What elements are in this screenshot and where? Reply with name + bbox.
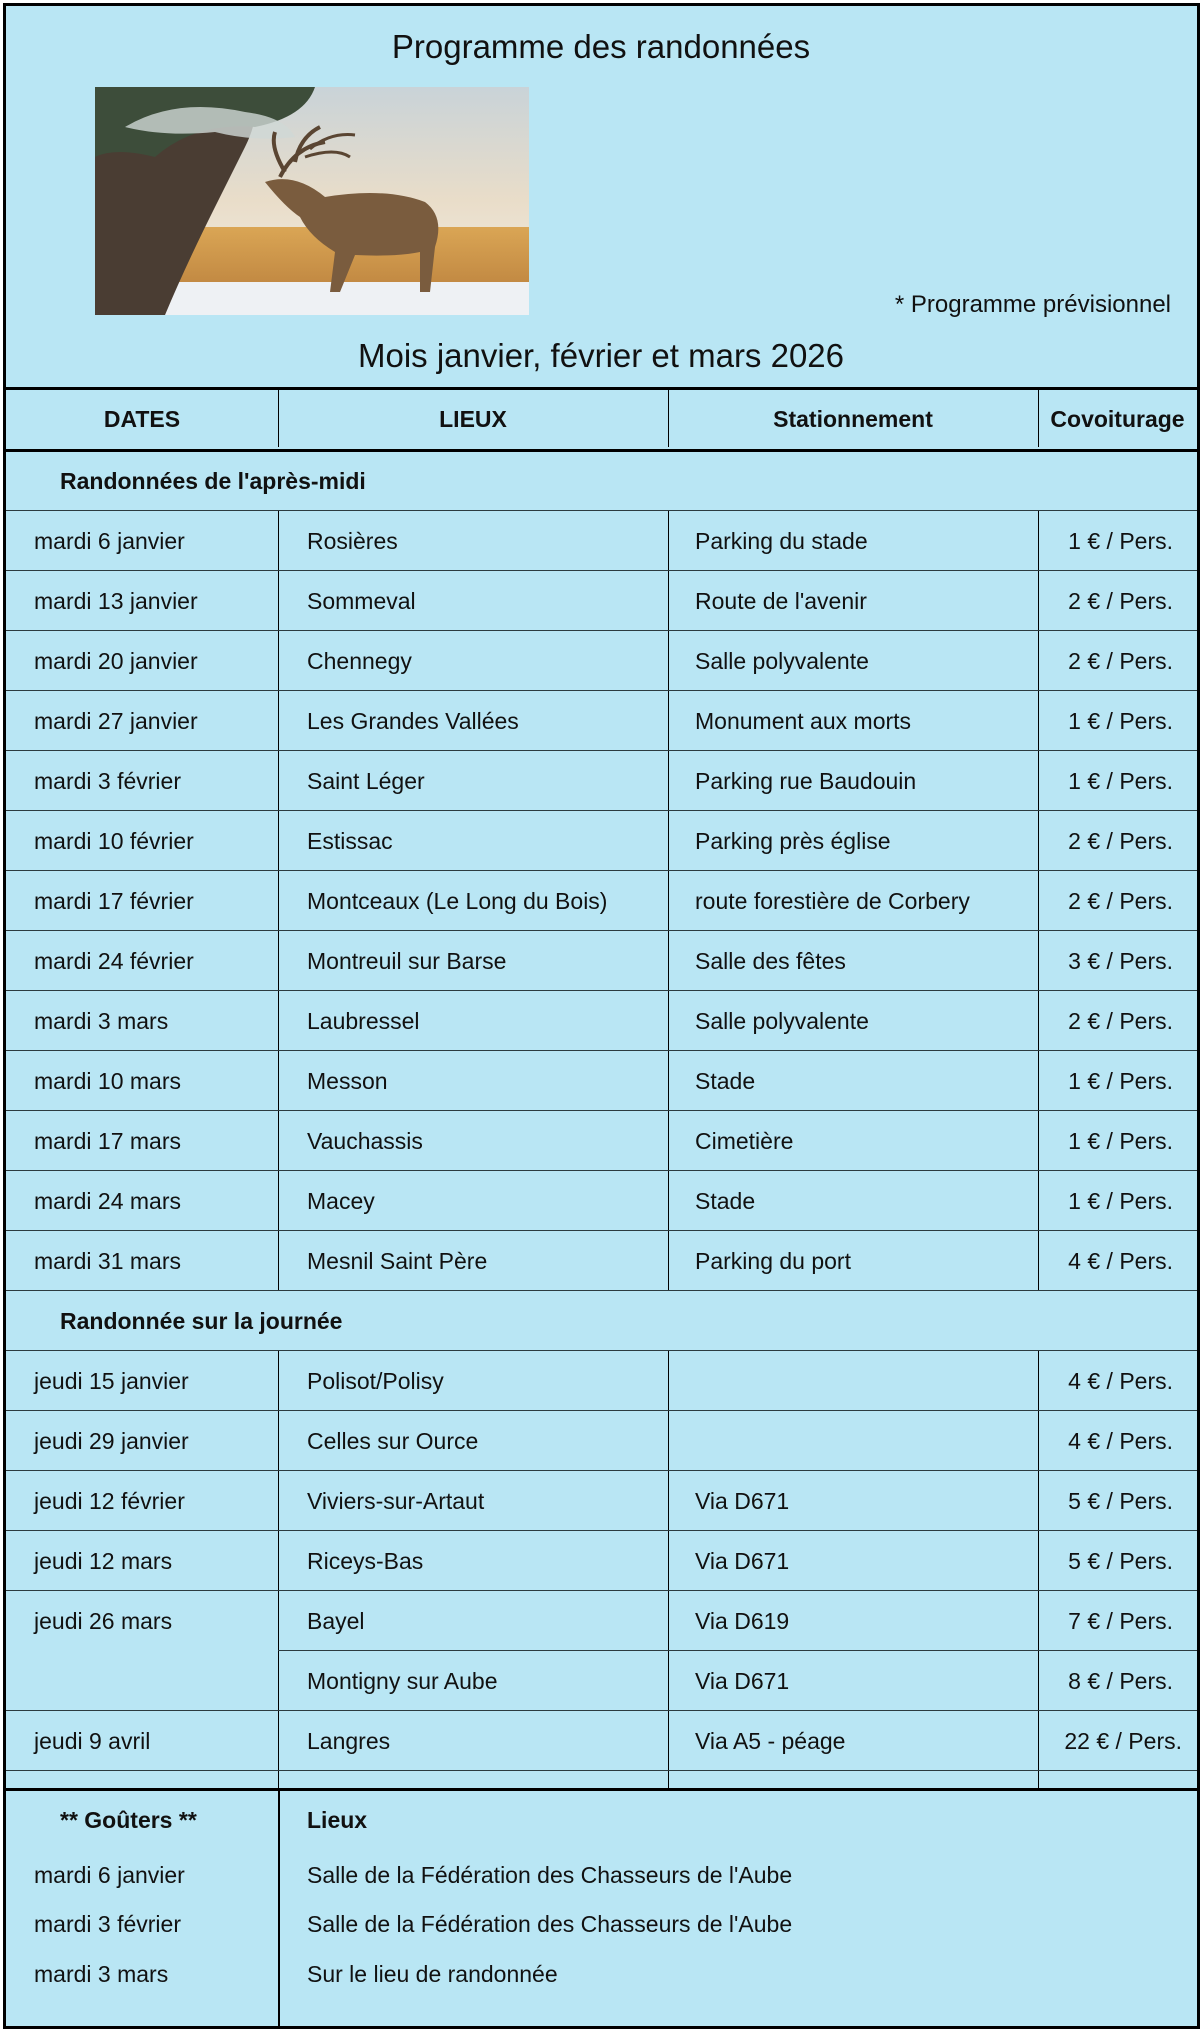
row-covoiturage: 1 € / Pers. <box>1068 708 1173 734</box>
row-covoiturage: 1 € / Pers. <box>1068 1128 1173 1154</box>
row-stationnement: Monument aux morts <box>695 708 912 734</box>
table-row <box>6 931 1197 991</box>
row-date: mardi 31 mars <box>34 1248 181 1274</box>
row-lieu: Messon <box>307 1068 388 1094</box>
gouters-section <box>6 1788 1197 2029</box>
row-covoiturage: 2 € / Pers. <box>1068 588 1173 614</box>
row-lieu: Langres <box>307 1728 391 1754</box>
table-row <box>6 1531 1197 1591</box>
row-date: mardi 3 février <box>34 768 181 794</box>
row-lieu: Montreuil sur Barse <box>307 948 507 974</box>
table-row <box>6 871 1197 931</box>
table-row <box>6 1111 1197 1171</box>
row-stationnement: Via D671 <box>695 1488 790 1514</box>
row-lieu: Estissac <box>307 828 393 854</box>
row-stationnement: Parking rue Baudouin <box>695 768 917 794</box>
row-lieu: Sommeval <box>307 588 416 614</box>
row-stationnement: Parking près église <box>695 828 891 854</box>
row-stationnement: Stade <box>695 1188 756 1214</box>
gouter-date: mardi 3 mars <box>34 1961 169 1987</box>
column-header-covoiturage: Covoiturage <box>1050 406 1185 432</box>
table-row <box>6 1711 1197 1771</box>
provisional-note: * Programme prévisionnel <box>894 291 1171 318</box>
row-date: jeudi 9 avril <box>34 1728 151 1754</box>
table-row <box>6 751 1197 811</box>
row-covoiturage: 7 € / Pers. <box>1068 1608 1173 1634</box>
gouter-date: mardi 3 février <box>34 1911 181 1937</box>
row-lieu: Laubressel <box>307 1008 420 1034</box>
row-date: jeudi 12 mars <box>34 1548 173 1574</box>
row-date: mardi 10 mars <box>34 1068 181 1094</box>
row-lieu: Macey <box>307 1188 375 1214</box>
row-covoiturage: 8 € / Pers. <box>1068 1668 1173 1694</box>
row-lieu: Rosières <box>307 528 398 554</box>
row-lieu: Polisot/Polisy <box>307 1368 444 1394</box>
row-stationnement: Via A5 - péage <box>695 1728 846 1754</box>
row-date: jeudi 26 mars <box>34 1608 173 1634</box>
row-stationnement: Cimetière <box>695 1128 794 1154</box>
grid-line <box>668 387 669 447</box>
table-row <box>6 1051 1197 1111</box>
gouters-heading: ** Goûters ** <box>60 1807 197 1833</box>
row-stationnement: Salle polyvalente <box>695 648 869 674</box>
column-header-dates: DATES <box>103 406 181 432</box>
row-stationnement: Salle des fêtes <box>695 948 846 974</box>
table-row <box>6 631 1197 691</box>
row-stationnement: Salle polyvalente <box>695 1008 869 1034</box>
row-stationnement: route forestière de Corbery <box>695 888 970 914</box>
row-lieu: Bayel <box>307 1608 365 1634</box>
page-title: Programme des randonnées <box>391 28 811 65</box>
row-covoiturage: 22 € / Pers. <box>1064 1728 1182 1754</box>
row-lieu: Vauchassis <box>307 1128 423 1154</box>
row-covoiturage: 1 € / Pers. <box>1068 1068 1173 1094</box>
gouters-lieux-heading: Lieux <box>307 1807 368 1833</box>
row-date: mardi 27 janvier <box>34 708 198 734</box>
row-covoiturage: 2 € / Pers. <box>1068 1008 1173 1034</box>
table-row <box>6 511 1197 571</box>
table-row <box>6 571 1197 631</box>
table-row <box>6 1651 1197 1711</box>
column-header-lieux: LIEUX <box>439 406 507 432</box>
row-date: jeudi 12 février <box>34 1488 185 1514</box>
row-stationnement: Via D619 <box>695 1608 790 1634</box>
row-covoiturage: 1 € / Pers. <box>1068 528 1173 554</box>
period-subtitle: Mois janvier, février et mars 2026 <box>357 337 845 374</box>
gouter-date: mardi 6 janvier <box>34 1862 185 1888</box>
row-lieu: Mesnil Saint Père <box>307 1248 488 1274</box>
row-covoiturage: 5 € / Pers. <box>1068 1548 1173 1574</box>
table-row <box>6 1231 1197 1291</box>
table-row <box>6 1171 1197 1231</box>
section-label-full-day: Randonnée sur la journée <box>60 1308 343 1334</box>
row-stationnement: Parking du port <box>695 1248 851 1274</box>
row-stationnement: Stade <box>695 1068 756 1094</box>
row-covoiturage: 3 € / Pers. <box>1068 948 1173 974</box>
row-date: jeudi 15 janvier <box>34 1368 189 1394</box>
row-covoiturage: 5 € / Pers. <box>1068 1488 1173 1514</box>
section-label-afternoon: Randonnées de l'après-midi <box>60 468 366 494</box>
gouter-lieu: Salle de la Fédération des Chasseurs de l'Aube <box>307 1862 793 1888</box>
row-date: mardi 3 mars <box>34 1008 169 1034</box>
row-covoiturage: 4 € / Pers. <box>1068 1428 1173 1454</box>
grid-line <box>278 387 279 447</box>
table-row <box>6 991 1197 1051</box>
row-date: mardi 13 janvier <box>34 588 198 614</box>
row-lieu: Les Grandes Vallées <box>307 708 519 734</box>
table-row <box>6 1351 1197 1411</box>
row-covoiturage: 2 € / Pers. <box>1068 828 1173 854</box>
section-header-row <box>6 1291 1197 1351</box>
row-date: mardi 20 janvier <box>34 648 198 674</box>
row-covoiturage: 2 € / Pers. <box>1068 648 1173 674</box>
row-lieu: Montigny sur Aube <box>307 1668 498 1694</box>
row-lieu: Riceys-Bas <box>307 1548 424 1574</box>
table-row <box>6 1471 1197 1531</box>
gouter-lieu: Sur le lieu de randonnée <box>307 1961 558 1987</box>
row-lieu: Celles sur Ource <box>307 1428 479 1454</box>
row-lieu: Viviers-sur-Artaut <box>307 1488 485 1514</box>
programme-sheet <box>3 3 1200 2029</box>
table-row <box>6 811 1197 871</box>
row-date: mardi 6 janvier <box>34 528 185 554</box>
table-header <box>6 387 1197 452</box>
row-date: mardi 24 mars <box>34 1188 181 1214</box>
row-stationnement: Via D671 <box>695 1668 790 1694</box>
table-row <box>6 1591 1197 1651</box>
row-covoiturage: 4 € / Pers. <box>1068 1248 1173 1274</box>
row-stationnement: Route de l'avenir <box>695 588 867 614</box>
row-date: mardi 17 février <box>34 888 194 914</box>
grid-line <box>278 1791 280 2029</box>
row-covoiturage: 2 € / Pers. <box>1068 888 1173 914</box>
grid-line <box>1038 387 1039 447</box>
row-date: mardi 24 février <box>34 948 194 974</box>
gouter-lieu: Salle de la Fédération des Chasseurs de l'Aube <box>307 1911 793 1937</box>
column-header-stationnement: Stationnement <box>773 406 933 432</box>
row-lieu: Saint Léger <box>307 768 425 794</box>
row-date: mardi 17 mars <box>34 1128 181 1154</box>
table-row <box>6 691 1197 751</box>
row-covoiturage: 1 € / Pers. <box>1068 768 1173 794</box>
row-lieu: Montceaux (Le Long du Bois) <box>307 888 608 914</box>
row-covoiturage: 1 € / Pers. <box>1068 1188 1173 1214</box>
row-date: jeudi 29 janvier <box>34 1428 189 1454</box>
row-covoiturage: 4 € / Pers. <box>1068 1368 1173 1394</box>
row-stationnement: Parking du stade <box>695 528 868 554</box>
section-header-row <box>6 451 1197 511</box>
row-lieu: Chennegy <box>307 648 412 674</box>
row-stationnement: Via D671 <box>695 1548 790 1574</box>
row-date: mardi 10 février <box>34 828 194 854</box>
deer-photo-icon <box>95 87 529 315</box>
table-row <box>6 1411 1197 1471</box>
